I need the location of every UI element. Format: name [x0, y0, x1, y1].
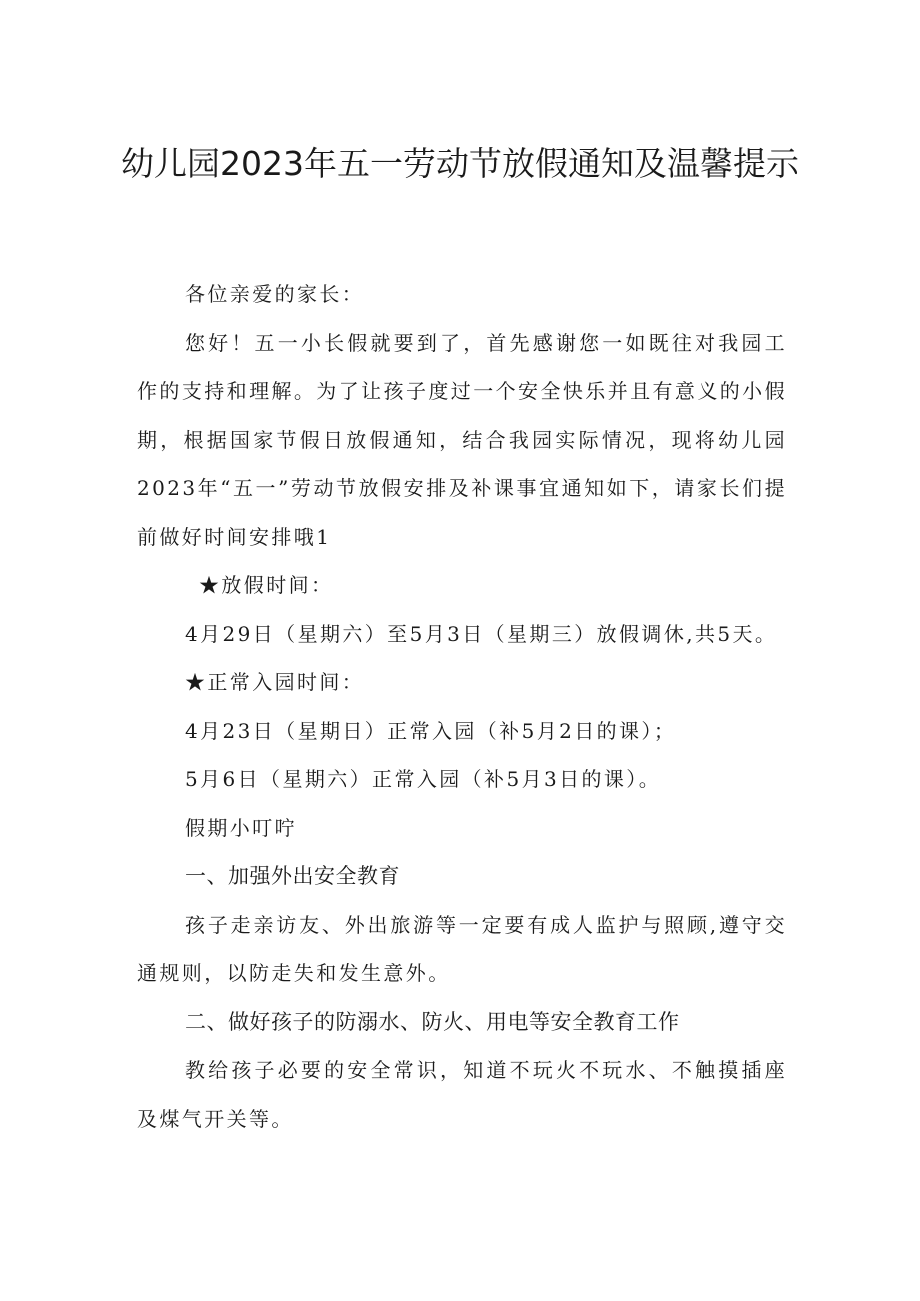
holiday-time-text: 4月29日（星期六）至5月3日（星期三）放假调休,共5天。 [185, 621, 778, 646]
section2-text: 教给孩子必要的安全常识，知道不玩火不玩水、不触摸插座及煤气开关等。 [137, 1058, 787, 1131]
section1-text: 孩子走亲访友、外出旅游等一定要有成人监护与照顾,遵守交通规则，以防走失和发生意外。 [137, 912, 787, 985]
school-time-line-2: 5月6日（星期六）正常入园（补5月3日的课）。 [185, 767, 662, 791]
section2-heading: 二、做好孩子的防溺水、防火、用电等安全教育工作 [185, 1009, 680, 1034]
document-body [137, 270, 787, 1143]
tips-label: 假期小叮咛 [185, 815, 297, 840]
section1-heading: 一、加强外出安全教育 [185, 864, 400, 888]
intro-paragraph: 您好！五一小长假就要到了，首先感谢您一如既往对我园工作的支持和理解。为了让孩子度过一个安全快乐并且有意义的小假期，根据国家节假日放假通知，结合我园实际情况，现将幼儿园2023年“五一”劳动节放假安排及补课事宜通知如下，请家长们提前做好时间安排哦1 [137, 330, 787, 549]
holiday-time-label: ★放假时间： [199, 573, 334, 597]
school-time-label: ★正常入园时间： [185, 670, 365, 694]
greeting: 各位亲爱的家长： [185, 282, 365, 306]
document-title: 幼儿园2023年五一劳动节放假通知及温馨提示 [121, 144, 799, 183]
school-time-line-1: 4月23日（星期日）正常入园（补5月2日的课）； [185, 718, 677, 743]
